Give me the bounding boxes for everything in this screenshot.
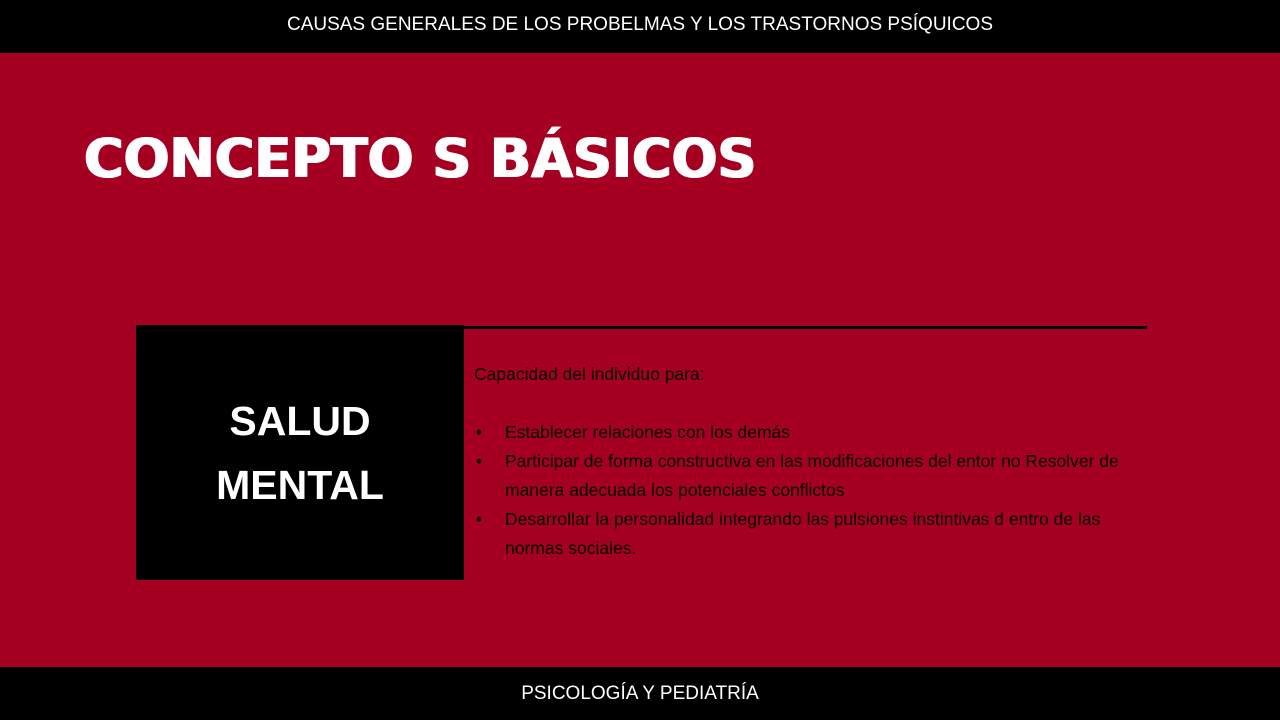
list-item-text: Participar de forma constructiva en las modificaciones del entor no Resolver de manera adecuada los potenciales conflictos — [505, 451, 1119, 500]
list-item-text: Desarrollar la personalidad integrando las pulsiones instintivas d entro de las normas sociales. — [505, 509, 1101, 558]
definition-block — [474, 360, 1142, 563]
list-item — [474, 418, 1142, 447]
footer-bar — [0, 667, 1280, 720]
list-item-text: Establecer relaciones con los demás — [505, 422, 791, 442]
definition-list — [474, 418, 1142, 563]
page-title: CONCEPTO S BÁSICOS — [84, 127, 757, 190]
list-item — [474, 505, 1142, 563]
footer-text: PSICOLOGÍA Y PEDIATRÍA — [521, 682, 759, 704]
divider-line — [464, 326, 1147, 329]
definition-intro: Capacidad del individuo para: — [474, 364, 705, 384]
header-bar — [0, 0, 1280, 53]
term-box — [136, 325, 464, 580]
list-item — [474, 447, 1142, 505]
header-text: CAUSAS GENERALES DE LOS PROBELMAS Y LOS TRASTORNOS PSÍQUICOS — [286, 13, 994, 35]
term-label: SALUD MENTAL — [216, 397, 384, 508]
bullet-icon: • — [476, 422, 483, 442]
bullet-icon: • — [476, 509, 483, 529]
bullet-icon: • — [476, 451, 483, 471]
